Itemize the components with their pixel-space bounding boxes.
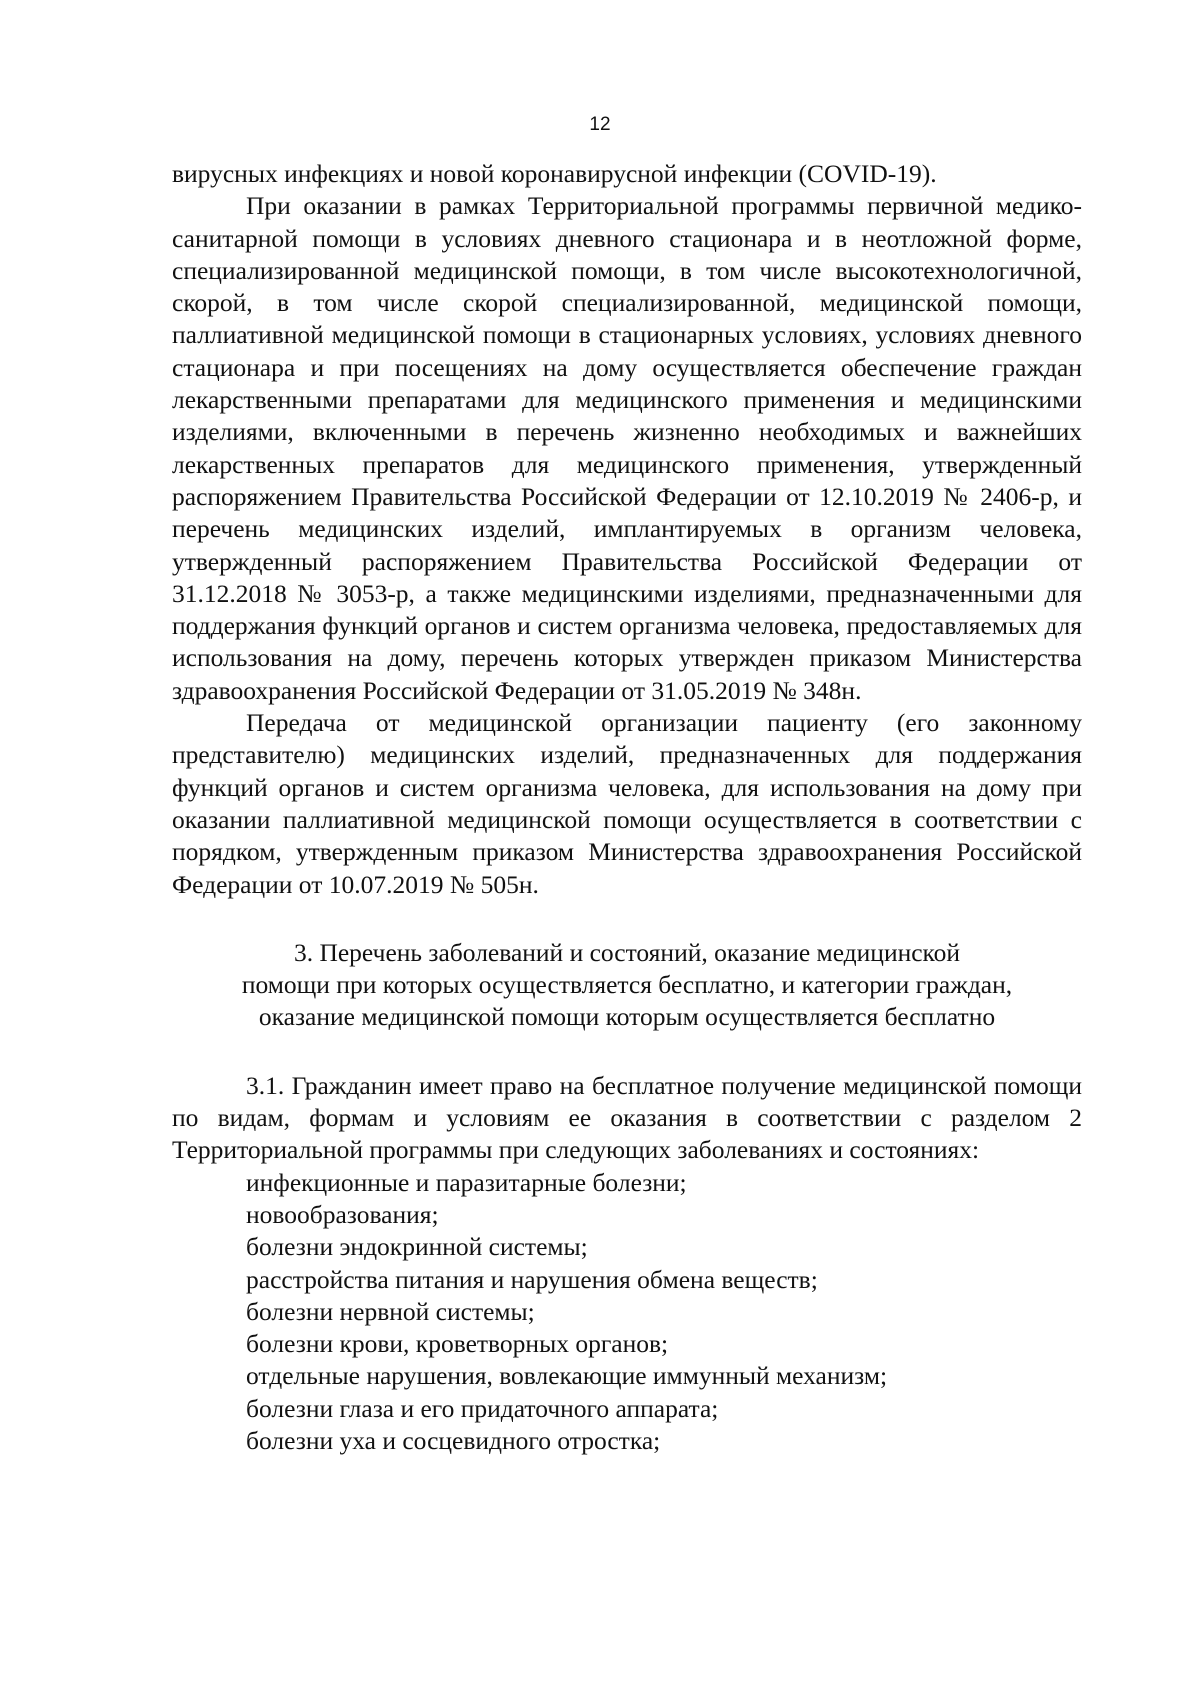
list-item: расстройства питания и нарушения обмена веществ;: [246, 1264, 818, 1294]
list-item: болезни глаза и его придаточного аппарата;: [246, 1393, 719, 1423]
page-number: 12: [589, 114, 611, 135]
section-heading-line: 3. Перечень заболеваний и состояний, оказание медицинской: [293, 937, 961, 967]
list-item: болезни эндокринной системы;: [246, 1232, 588, 1262]
paragraph-device-transfer: Передача от медицинской организации пациенту (его законному представителю) медицинских изделий, предназначенных для поддержания функций органов и систем организма человека, для использования на дому при оказании паллиативной медицинской помощи осуществляется в соответствии с порядком, утвержденным приказом Министерства здравоохранения Российской Федерации от 10.07.2019 № 505н.: [172, 708, 1082, 899]
list-item: болезни крови, кроветворных органов;: [246, 1329, 669, 1359]
paragraph-medicines-provision: При оказании в рамках Территориальной программы первичной медико-санитарной помощи в условиях дневного стационара и в неотложной форме, специализированной медицинской помощи, в том числе высокотехнологичной, скорой, в том числе скорой специализированной, медицинской помощи, паллиативной медицинской помощи в стационарных условиях, условиях дневного стационара и при посещениях на дому осуществляется обеспечение граждан лекарственными препаратами для медицинского применения и медицинскими изделиями, включенными в перечень жизненно необходимых и важнейших лекарственных препаратов для медицинского применения, утвержденный распоряжением Правительства Российской Федерации от 12.10.2019 № 2406-р, и перечень медицинских изделий, имплантируемых в организм человека, утвержденный распоряжением Правительства Российской Федерации от 31.12.2018 № 3053-р, а также медицинскими изделиями, предназначенными для поддержания функций органов и систем организма человека, предоставляемых для использования на дому, перечень которых утвержден приказом Министерства здравоохранения Российской Федерации от 31.05.2019 № 348н.: [172, 191, 1082, 705]
list-item: болезни нервной системы;: [246, 1296, 535, 1326]
list-item: новообразования;: [246, 1199, 439, 1229]
paragraph-continuation: вирусных инфекциях и новой коронавирусной инфекции (COVID-19).: [172, 159, 937, 188]
section-intro-paragraph: 3.1. Гражданин имеет право на бесплатное получение медицинской помощи по видам, формам и условиям ее оказания в соответствии с разделом 2 Территориальной программы при следующих заболеваниях и состояниях:: [172, 1070, 1082, 1165]
section-heading-line: оказание медицинской помощи которым осуществляется бесплатно: [258, 1002, 996, 1032]
list-item: инфекционные и паразитарные болезни;: [246, 1167, 687, 1197]
list-item: болезни уха и сосцевидного отростка;: [246, 1425, 661, 1455]
conditions-list: [172, 1167, 1082, 1458]
section-heading-line: помощи при которых осуществляется бесплатно, и категории граждан,: [241, 970, 1013, 1000]
section-heading: [172, 937, 1082, 1034]
document-body: [172, 158, 1082, 1457]
list-item: отдельные нарушения, вовлекающие иммунный механизм;: [246, 1361, 888, 1391]
